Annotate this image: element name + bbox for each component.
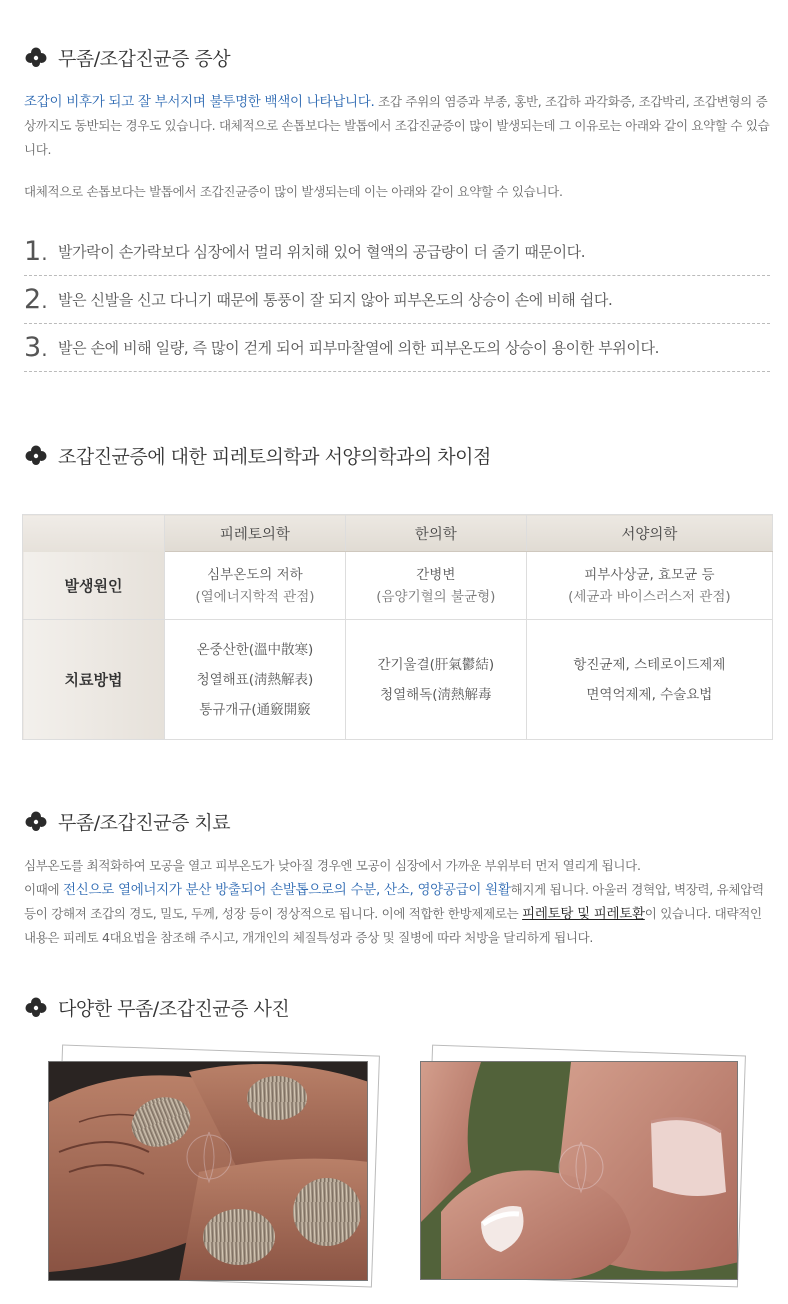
clover-icon [24, 810, 48, 834]
section-title-comparison [24, 442, 491, 469]
section-title-text: 무좀/조갑진균증 증상 [58, 48, 231, 70]
toenail-photo [420, 1061, 738, 1280]
table-header: 한의학 [345, 515, 526, 552]
list-text: 발은 손에 비해 일량, 즉 많이 걷게 되어 피부마찰열에 의한 피부온도의 상승이 용이한 부위이다. [58, 339, 659, 357]
fingernail-image [49, 1062, 368, 1281]
treatment-line: 심부온도를 최적화하여 모공을 열고 피부온도가 낮아질 경우엔 모공이 심장에서 가까운 부위부터 먼저 열리게 됩니다. [24, 858, 641, 873]
table-cell: 피부사상균, 효모균 등 (세균과 바이스러스저 관점) [526, 552, 772, 620]
table-header: 피레토의학 [165, 515, 346, 552]
table-cell: 항진균제, 스테로이드제제 면역억제제, 수술요법 [526, 620, 772, 740]
section-title-symptoms [24, 44, 230, 71]
symptoms-highlight: 조갑이 비후가 되고 잘 부서지며 불투명한 백색이 나타납니다. [24, 94, 375, 110]
list-text: 발은 신발을 신고 다니기 때문에 통풍이 잘 되지 않아 피부온도의 상승이 손에 비해 쉽다. [58, 291, 613, 309]
clover-icon [24, 996, 48, 1020]
section-title-text: 조갑진균증에 대한 피레토의학과 서양의학과의 차이점 [58, 446, 491, 468]
table-header: 서양의학 [526, 515, 772, 552]
toenail-image [421, 1062, 738, 1280]
treatment-text: 이때에 전신으로 열에너지가 분산 방출되어 손발톱으로의 수분, 산소, 영양공급이 원활해지게 됩니다. 아울러 경혁압, 벽장력, 유체압력 등이 강해져 조갑의 경도, 밀도, 두께, 성장 등이 정상적으로 됩니다. 이에 적합한 한방제제로는 피레토탕 및 피레토환이 있습니다. 대략적인 내용은 피레토 4대요법을 참조해 주시고, 개개인의 체질특성과 증상 및 질병에 따라 처방을 달리하게 됩니다. [24, 882, 764, 945]
comparison-table [22, 514, 773, 740]
table-corner [23, 515, 165, 552]
list-item [24, 228, 770, 276]
table-row [23, 620, 773, 740]
row-label: 치료방법 [23, 620, 165, 740]
table-cell: 온중산한(溫中散寒) 청열해표(淸熱解表) 통규개규(通竅開竅 [165, 620, 346, 740]
fingernail-photo [48, 1061, 368, 1281]
summary-paragraph: 대체적으로 손톱보다는 발톱에서 조갑진균증이 많이 발생되는데 이는 아래와 같이 요약할 수 있습니다. [24, 184, 563, 199]
clover-icon [24, 46, 48, 70]
list-text: 발가락이 손가락보다 심장에서 멀리 위치해 있어 혈액의 공급량이 더 줄기 때문이다. [58, 243, 586, 261]
table-row [23, 552, 773, 620]
table-cell: 심부온도의 저하 (열에너지학적 관점) [165, 552, 346, 620]
pireto-link[interactable]: 피레토탕 및 피레토환 [522, 906, 645, 922]
list-number: 1. [24, 236, 48, 267]
treatment-highlight: 전신으로 열에너지가 분산 방출되어 손발톱으로의 수분, 산소, 영양공급이 원활 [63, 882, 511, 898]
section-title-text: 무좀/조갑진균증 치료 [58, 812, 231, 834]
list-item [24, 276, 770, 324]
treatment-paragraph [24, 854, 772, 950]
reason-list [24, 228, 770, 372]
symptoms-paragraph [24, 90, 772, 162]
list-number: 3. [24, 332, 48, 363]
list-item [24, 324, 770, 372]
table-cell: 간병변 (음양기혈의 불균형) [345, 552, 526, 620]
clover-icon [24, 444, 48, 468]
symptoms-text: 조갑 주위의 염증과 부종, 홍반, 조갑하 과각화증, 조갑박리, 조갑변형의 증상까지도 동반되는 경우도 있습니다. 대체적으로 손톱보다는 발톱에서 조갑진균증이 많이 발생되는데 그 이유로는 아래와 같이 요약할 수 있습니다. [24, 94, 770, 157]
section-title-treatment [24, 808, 230, 835]
row-label: 발생원인 [23, 552, 165, 620]
list-number: 2. [24, 284, 48, 315]
section-title-text: 다양한 무좀/조갑진균증 사진 [58, 998, 290, 1020]
table-cell: 간기울결(肝氣鬱結) 청열해독(淸熱解毒 [345, 620, 526, 740]
section-title-photos [24, 994, 289, 1021]
